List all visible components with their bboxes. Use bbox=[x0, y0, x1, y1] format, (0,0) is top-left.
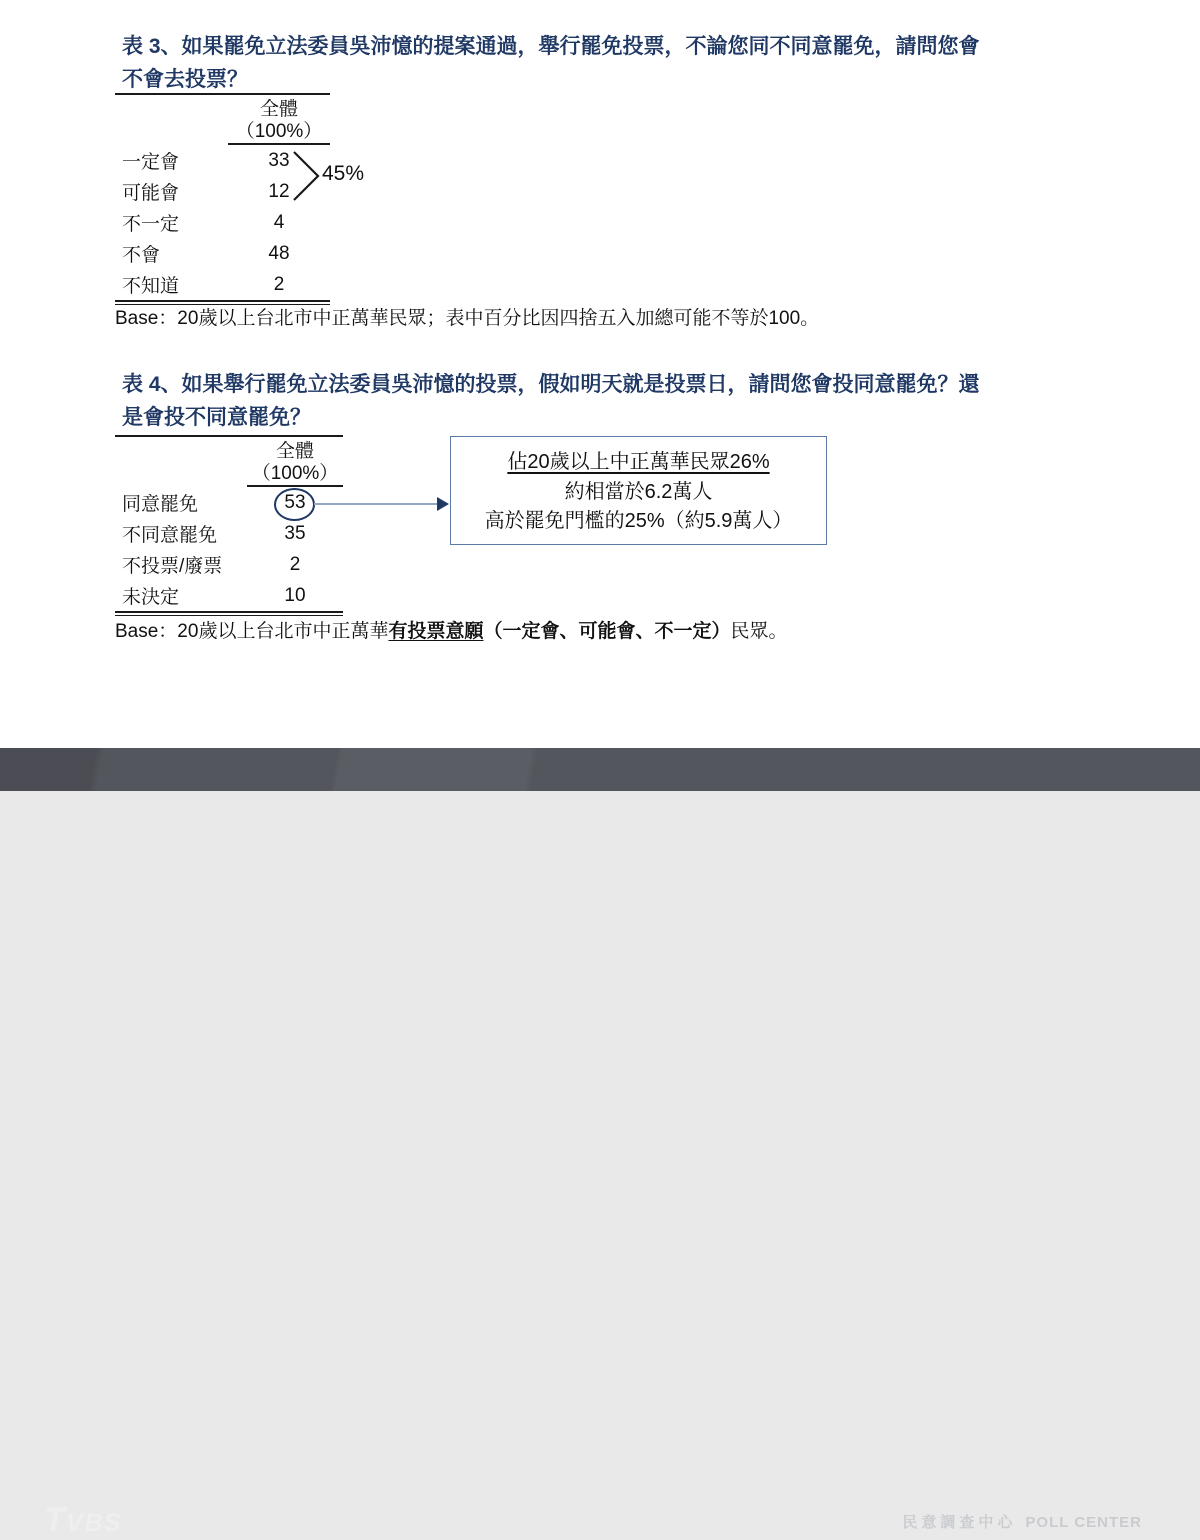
row-label: 未決定 bbox=[122, 587, 180, 608]
row-value: 12 bbox=[268, 180, 290, 202]
poll-center-label bbox=[902, 1511, 1142, 1532]
row-value: 48 bbox=[268, 242, 290, 264]
table4-col-subheader: （100%） bbox=[251, 463, 339, 484]
bracket-chevron-icon bbox=[291, 150, 323, 204]
poll-center-label-zh: 民意調查中心 bbox=[902, 1514, 1017, 1531]
base4-suffix: 民眾。 bbox=[730, 621, 788, 642]
table-row bbox=[115, 269, 330, 300]
row-value: 10 bbox=[284, 584, 306, 606]
row-label: 可能會 bbox=[122, 183, 180, 204]
table3-title-line2: 不會去投票？ bbox=[122, 68, 248, 91]
callout-line2: 約相當於6.2萬人 bbox=[564, 480, 713, 503]
table3-col-header: 全體 bbox=[259, 99, 298, 120]
row-value: 33 bbox=[268, 149, 290, 171]
footer-bar bbox=[0, 748, 1200, 1539]
row-label: 同意罷免 bbox=[122, 494, 199, 515]
row-label: 不同意罷免 bbox=[122, 525, 218, 546]
table-row bbox=[115, 207, 330, 238]
poll-center-label-en: POLL CENTER bbox=[1025, 1514, 1142, 1531]
table4-title-line2: 是會投不同意罷免？ bbox=[122, 406, 311, 429]
callout-box bbox=[450, 436, 827, 545]
callout-line1: 佔20歲以上中正萬華民眾26% bbox=[507, 451, 770, 473]
table3-value-column-header bbox=[228, 95, 330, 145]
bracket-sum-label: 45% bbox=[322, 162, 365, 185]
table-row bbox=[115, 238, 330, 269]
base4-emphasis-underline: 有投票意願 bbox=[388, 621, 484, 642]
row-label: 不知道 bbox=[122, 276, 180, 297]
table3-title-line1: 表 3、如果罷免立法委員吳沛憶的提案通過，舉行罷免投票，不論您同不同意罷免，請問您會 bbox=[122, 35, 980, 58]
table3-base-note: Base：20歲以上台北市中正萬華民眾；表中百分比因四捨五入加總可能不等於100。 bbox=[115, 308, 820, 329]
row-label: 不會 bbox=[122, 245, 161, 266]
table4-header-spacer bbox=[115, 437, 247, 487]
table3-header bbox=[115, 95, 330, 145]
table3-header-spacer bbox=[115, 95, 228, 145]
tvbs-logo: TVBS bbox=[44, 1501, 123, 1539]
table3-title bbox=[122, 30, 1062, 96]
callout-line3: 高於罷免門檻的25%（約5.9萬人） bbox=[484, 510, 793, 532]
table4-bottom-rule bbox=[115, 611, 343, 616]
table3-bottom-rule bbox=[115, 300, 330, 305]
row-label: 一定會 bbox=[122, 152, 180, 173]
row-value: 2 bbox=[273, 273, 285, 295]
table4-title bbox=[122, 368, 1062, 434]
table4-base-note bbox=[115, 620, 788, 644]
base4-emphasis: （一定會、可能會、不一定） bbox=[483, 621, 731, 642]
row-value: 35 bbox=[284, 522, 306, 544]
table-row bbox=[115, 549, 343, 580]
row-label: 不一定 bbox=[122, 214, 180, 235]
connector-arrow-line bbox=[314, 503, 440, 505]
base4-prefix: Base：20歲以上台北市中正萬華 bbox=[115, 621, 389, 642]
table4-header bbox=[115, 437, 343, 487]
connector-arrow-head-icon bbox=[437, 497, 449, 511]
row-value: 4 bbox=[273, 211, 285, 233]
table4-title-line1: 表 4、如果舉行罷免立法委員吳沛憶的投票，假如明天就是投票日，請問您會投同意罷免？還 bbox=[122, 373, 980, 396]
row-label: 不投票/廢票 bbox=[122, 556, 223, 577]
table-row bbox=[115, 580, 343, 611]
table4-col-header: 全體 bbox=[275, 441, 314, 462]
table3-col-subheader: （100%） bbox=[235, 121, 323, 142]
highlight-circle bbox=[274, 488, 315, 521]
table4-value-column-header bbox=[247, 437, 343, 487]
row-value: 2 bbox=[289, 553, 301, 575]
table-row bbox=[115, 518, 343, 549]
table4 bbox=[115, 435, 343, 616]
row-value: 53 bbox=[284, 491, 306, 513]
